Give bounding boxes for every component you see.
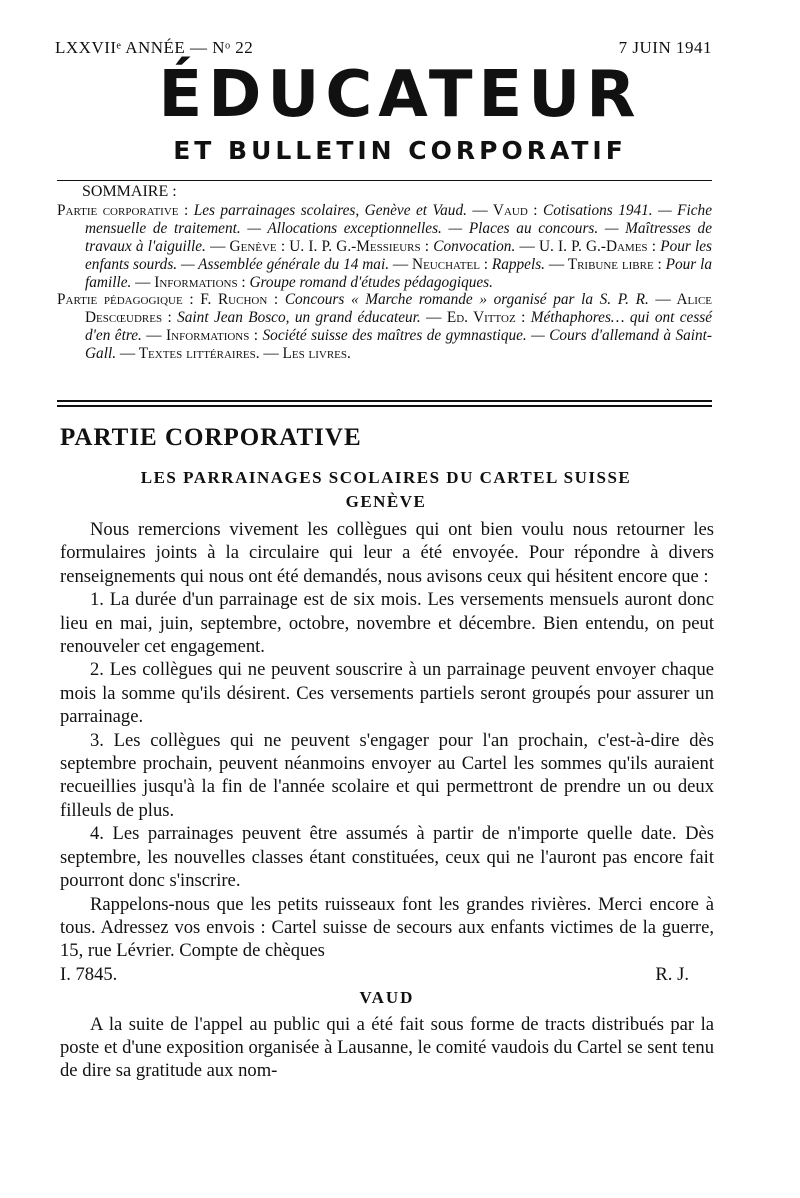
sommaire-section: — U. I. P. G.-Dames :: [519, 237, 657, 255]
publication-title: ÉDUCATEUR: [158, 58, 642, 132]
publication-subtitle: ET BULLETIN CORPORATIF: [173, 136, 627, 165]
sommaire-peda-label: Partie pédagogique :: [57, 291, 194, 309]
article-body: [60, 518, 714, 1083]
paragraph: 1. La durée d'un parrainage est de six mois. Les versements mensuels auront donc lieu en mai, juin, septembre, octobre, novembre et décembre. Bien entendu, on peut renouveler cet engagement.: [60, 589, 714, 658]
header-rule: [57, 180, 712, 181]
sommaire-entry: Convocation.: [433, 237, 516, 255]
masthead-line: [55, 38, 712, 58]
article-title: [60, 466, 712, 514]
paragraph: Nous remercions vivement les collègues qui ont bien voulu nous retourner les formulaires joints à la circulaire qui leur a été envoyée. Pour répondre à divers renseignements qui nous ont été demandés, nous avisons ceux qui hésitent encore que :: [60, 519, 714, 587]
sommaire-entry: Pour les enfants sourds. — Assemblée générale du 14 mai.: [85, 237, 713, 273]
sommaire-section: — Ed. Vittoz :: [426, 309, 526, 327]
sommaire-corp-label: Partie corporative :: [57, 201, 189, 219]
paragraph: 3. Les collègues qui ne peuvent s'engager pour l'an prochain, c'est-à-dire dès septembre prochain, peuvent néanmoins envoyer au Cartel les sommes qu'ils auraient recueillies jusqu'à la fin de l'année scolaire et qui permettront de prendre un ou deux filleuls de plus.: [60, 729, 714, 821]
section-heading: PARTIE CORPORATIVE: [60, 424, 362, 451]
sommaire-section: — Neuchatel :: [392, 255, 489, 273]
sommaire-pedagogique: [57, 291, 712, 363]
issue-date: 7 JUIN 1941: [618, 38, 712, 57]
account-number: I. 7845.: [60, 963, 118, 985]
issue-number: LXXVIIᵉ ANNÉE — Nᵒ 22: [55, 38, 254, 57]
sommaire-section: — Informations :: [146, 327, 259, 345]
paragraph: A la suite de l'appel au public qui a été fait sous forme de tracts distribués par la poste et d'une exposition organisée à Lausanne, le comité vaudois du Cartel se sent tenu de dire sa gratitude aux nom-: [60, 1013, 714, 1082]
signature: R. J.: [655, 963, 689, 985]
sommaire-entry: Saint Jean Bosco, un grand éducateur.: [177, 309, 421, 327]
signature-line: [60, 963, 714, 986]
paragraph: 2. Les collègues qui ne peuvent souscrire à un parrainage peuvent envoyer chaque mois la somme qu'ils désirent. Ces versements partiels seront groupés pour assurer un parrainage.: [60, 659, 714, 728]
paragraph: 4. Les parrainages peuvent être assumés à partir de n'importe quelle date. Dès septembre, les nouvelles classes étant constituées, ceux qui ne l'auront pas encore fait pourront donc s'inscrire.: [60, 823, 714, 892]
sommaire-entry: Concours « Marche romande » organisé par la S. P. R.: [284, 291, 649, 309]
sommaire-entry: Méthaphores… qui ont cessé d'en être.: [85, 309, 713, 345]
sommaire-entry: Cotisations 1941. — Fiche mensuelle de traitement. — Allocations exceptionnelles. — Places au concours. — Maîtresses de travaux à l'aiguille.: [85, 201, 712, 255]
sommaire-entry: Société suisse des maîtres de gymnastique. — Cours d'allemand à Saint-Gall.: [85, 327, 712, 363]
sommaire-entry: Les parrainages scolaires, Genève et Vaud.: [193, 201, 467, 219]
sommaire-entry: Groupe romand d'études pédagogiques.: [249, 273, 493, 291]
sommaire-section: — Genève : U. I. P. G.-Messieurs :: [210, 237, 430, 255]
table-of-contents: [57, 183, 712, 363]
article-title-line1: LES PARRAINAGES SCOLAIRES DU CARTEL SUISSE: [140, 468, 632, 487]
article-title-line2: GENÈVE: [345, 492, 427, 511]
sommaire-section: — Vaud :: [472, 201, 538, 219]
sommaire-entry: Pour la famille.: [85, 255, 712, 291]
sommaire-section: — Informations :: [135, 273, 246, 291]
sommaire-heading: SOMMAIRE :: [82, 183, 177, 200]
sommaire-entry: Rappels.: [491, 255, 545, 273]
sommaire-section: — Alice Descœudres :: [85, 291, 712, 327]
paragraph: Rappelons-nous que les petits ruisseaux font les grandes rivières. Merci encore à tous. Adressez vos envois : Cartel suisse de secours aux enfants victimes de la guerre, 15, rue Lévrier. Compte de chèques: [60, 893, 714, 962]
double-rule: [57, 400, 712, 407]
vaud-heading: VAUD: [359, 988, 415, 1008]
sommaire-section: — Textes littéraires. — Les livres.: [119, 345, 351, 363]
sommaire-section: F. Ruchon :: [200, 291, 279, 309]
sommaire-section: — Tribune libre :: [548, 255, 662, 273]
sommaire-corporative: [57, 202, 712, 292]
